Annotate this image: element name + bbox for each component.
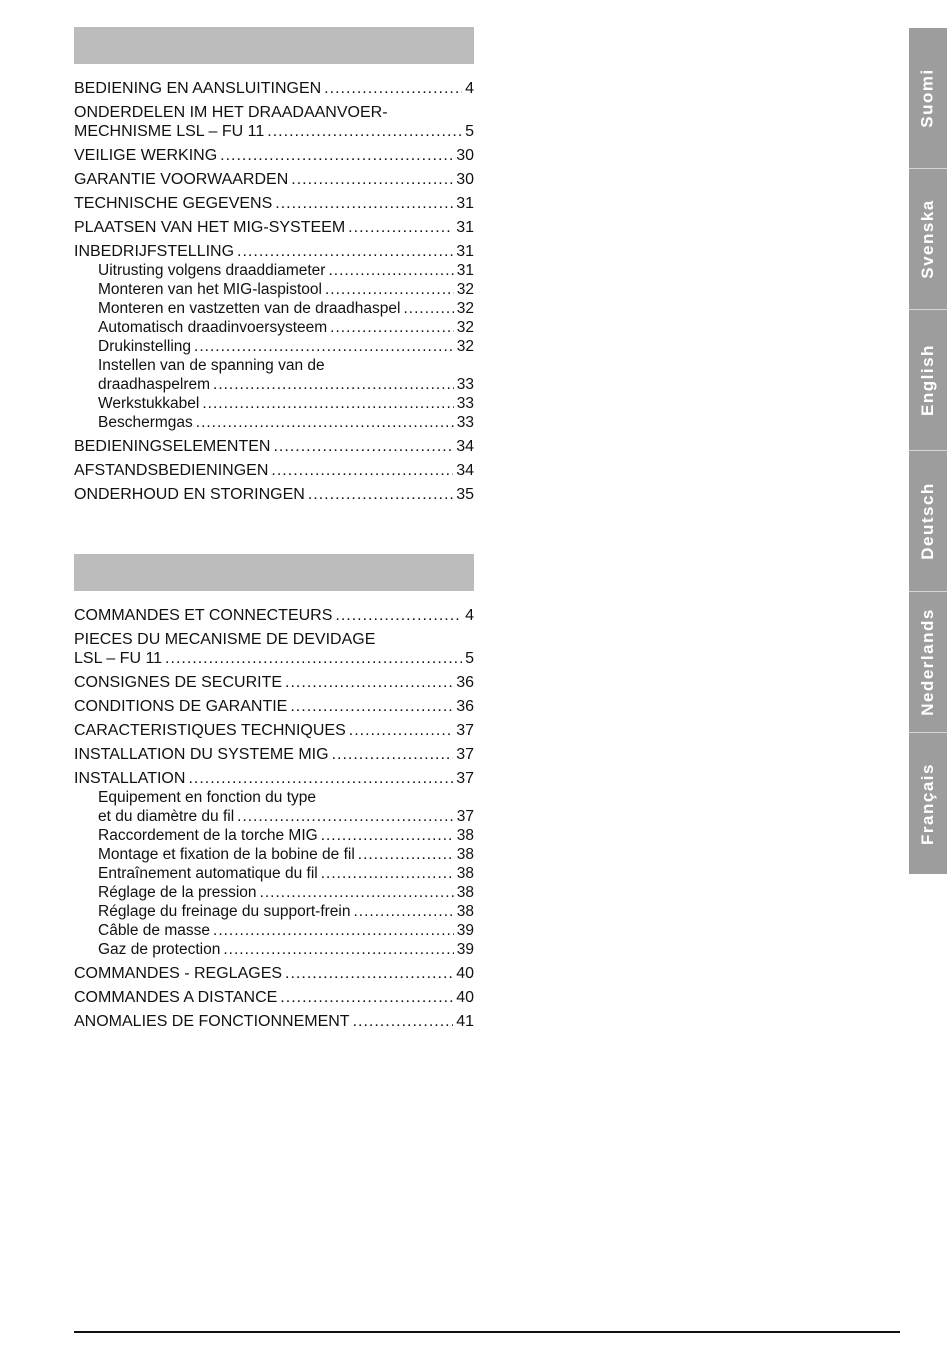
toc-page-number: 38	[456, 884, 474, 901]
language-tabs	[909, 28, 947, 874]
toc-entry[interactable]	[74, 79, 474, 98]
toc-page-number: 38	[456, 903, 474, 920]
toc-leader-dots	[324, 79, 462, 98]
toc-subentry[interactable]	[74, 394, 474, 413]
toc-line	[98, 826, 474, 845]
toc-leader-dots	[328, 261, 453, 280]
toc-entry[interactable]	[74, 461, 474, 480]
toc-page-number: 31	[456, 195, 474, 212]
toc-leader-dots	[237, 807, 454, 826]
toc-line	[74, 964, 474, 983]
toc-page-number: 32	[456, 300, 474, 317]
toc-title: BEDIENING EN AANSLUITINGEN	[74, 80, 322, 97]
toc-title: Equipement en fonction du type	[98, 789, 317, 806]
toc-leader-dots	[280, 988, 453, 1007]
toc-line	[74, 745, 474, 764]
toc-leader-dots	[213, 375, 454, 394]
toc-line	[74, 988, 474, 1007]
language-tab-deutsch[interactable]	[909, 451, 947, 592]
toc-title: INSTALLATION	[74, 770, 186, 787]
language-tab-label: Suomi	[918, 68, 938, 128]
language-tab-label: Deutsch	[918, 482, 938, 560]
toc-line	[98, 902, 474, 921]
toc-subentry[interactable]	[74, 864, 474, 883]
toc-title: ONDERHOUD EN STORINGEN	[74, 486, 305, 503]
toc-leader-dots	[321, 864, 454, 883]
toc-line	[98, 261, 474, 280]
toc-page-number: 35	[456, 486, 474, 503]
toc-title: PIECES DU MECANISME DE DEVIDAGE	[74, 631, 376, 648]
toc-line	[98, 845, 474, 864]
toc-title: CONDITIONS DE GARANTIE	[74, 698, 288, 715]
language-tab-svenska[interactable]	[909, 169, 947, 310]
toc-leader-dots	[285, 673, 453, 692]
toc-page-number: 5	[465, 650, 474, 667]
toc-page-number: 31	[456, 219, 474, 236]
toc-leader-dots	[271, 461, 453, 480]
language-tab-label: Nederlands	[918, 608, 937, 716]
toc-line	[98, 921, 474, 940]
toc-subentry[interactable]	[74, 299, 474, 318]
toc-entry[interactable]	[74, 697, 474, 716]
toc-title: Réglage de la pression	[98, 884, 257, 901]
toc-page-number: 31	[456, 262, 474, 279]
toc-page-number: 36	[456, 698, 474, 715]
toc-page-number: 33	[456, 395, 474, 412]
toc-entry[interactable]	[74, 437, 474, 456]
toc-leader-dots	[332, 745, 454, 764]
toc-page-number: 37	[456, 770, 474, 787]
toc-title: et du diamètre du fil	[98, 808, 235, 825]
toc-leader-dots	[188, 769, 453, 788]
toc-title: Automatisch draadinvoersysteem	[98, 319, 328, 336]
toc-title: COMMANDES - REGLAGES	[74, 965, 283, 982]
toc-title: Instellen van de spanning van de	[98, 357, 325, 374]
toc-entry[interactable]	[74, 194, 474, 213]
toc-line	[98, 394, 474, 413]
toc-leader-dots	[353, 1012, 454, 1031]
toc-entry[interactable]	[74, 218, 474, 237]
toc-entry[interactable]	[74, 964, 474, 983]
toc-leader-dots	[194, 337, 454, 356]
language-tab-label: Français	[918, 762, 937, 845]
toc-subentry[interactable]	[74, 788, 474, 826]
toc-subentry[interactable]	[74, 921, 474, 940]
toc-entry[interactable]	[74, 170, 474, 189]
language-tab-francais[interactable]	[909, 733, 947, 874]
toc-title: Uitrusting volgens draaddiameter	[98, 262, 326, 279]
toc-page-number: 37	[456, 808, 474, 825]
toc-line	[74, 485, 474, 504]
toc-line	[98, 864, 474, 883]
toc-leader-dots	[325, 280, 454, 299]
toc-title: MECHNISME LSL – FU 11	[74, 123, 265, 140]
toc-subentry[interactable]	[74, 413, 474, 432]
section-header-bar	[74, 27, 474, 64]
toc-leader-dots	[237, 242, 453, 261]
toc-line	[74, 697, 474, 716]
toc-page-number: 32	[456, 338, 474, 355]
toc-page-number: 33	[456, 376, 474, 393]
toc-entry[interactable]	[74, 606, 474, 625]
language-tab-label: English	[918, 344, 937, 416]
toc-entry[interactable]	[74, 721, 474, 740]
toc-line	[74, 437, 474, 456]
toc-entry[interactable]	[74, 988, 474, 1007]
language-tab-suomi[interactable]	[909, 28, 947, 169]
toc-page-number: 34	[456, 438, 474, 455]
language-tab-nederlands[interactable]	[909, 592, 947, 733]
toc-line	[74, 1012, 474, 1031]
toc-line	[98, 299, 474, 318]
toc-leader-dots	[285, 964, 453, 983]
toc-line	[98, 318, 474, 337]
toc-title: ANOMALIES DE FONCTIONNEMENT	[74, 1013, 350, 1030]
toc-line	[98, 337, 474, 356]
toc-line	[98, 413, 474, 432]
toc-title: BEDIENINGSELEMENTEN	[74, 438, 271, 455]
toc-line	[74, 673, 474, 692]
toc-subentry[interactable]	[74, 845, 474, 864]
toc-page-number: 36	[456, 674, 474, 691]
toc-title: AFSTANDSBEDIENINGEN	[74, 462, 269, 479]
toc-subentry[interactable]	[74, 883, 474, 902]
toc-section-nederlands	[74, 27, 474, 509]
toc-leader-dots	[348, 218, 453, 237]
toc-line	[74, 122, 474, 141]
toc-leader-dots	[202, 394, 453, 413]
toc-line	[98, 375, 474, 394]
toc-line	[74, 218, 474, 237]
toc-title: Werkstukkabel	[98, 395, 200, 412]
toc-line	[74, 194, 474, 213]
toc-list	[74, 79, 474, 504]
toc-subentry[interactable]	[74, 356, 474, 394]
toc-entry[interactable]	[74, 146, 474, 165]
toc-subentry[interactable]	[74, 337, 474, 356]
toc-title: COMMANDES ET CONNECTEURS	[74, 607, 333, 624]
toc-page-number: 4	[465, 80, 474, 97]
toc-subentry[interactable]	[74, 826, 474, 845]
toc-page-number: 33	[456, 414, 474, 431]
toc-title: Drukinstelling	[98, 338, 192, 355]
toc-page-number: 41	[456, 1013, 474, 1030]
toc-title: INBEDRIJFSTELLING	[74, 243, 235, 260]
toc-line	[74, 146, 474, 165]
toc-entry[interactable]	[74, 630, 474, 668]
toc-leader-dots	[403, 299, 453, 318]
toc-line	[74, 649, 474, 668]
toc-entry[interactable]	[74, 673, 474, 692]
toc-line	[74, 461, 474, 480]
toc-page-number: 31	[456, 243, 474, 260]
toc-title: Réglage du freinage du support-frein	[98, 903, 351, 920]
toc-title: Monteren van het MIG-laspistool	[98, 281, 322, 298]
toc-entry[interactable]	[74, 745, 474, 764]
toc-title: TECHNISCHE GEGEVENS	[74, 195, 273, 212]
toc-subentry[interactable]	[74, 280, 474, 299]
toc-leader-dots	[291, 170, 453, 189]
toc-leader-dots	[335, 606, 462, 625]
toc-leader-dots	[223, 940, 453, 959]
toc-title: CONSIGNES DE SECURITE	[74, 674, 283, 691]
toc-line	[74, 170, 474, 189]
toc-subentry[interactable]	[74, 318, 474, 337]
language-tab-english[interactable]	[909, 310, 947, 451]
toc-line	[98, 807, 474, 826]
toc-line	[98, 280, 474, 299]
toc-title: Câble de masse	[98, 922, 211, 939]
toc-list	[74, 606, 474, 1031]
toc-page-number: 39	[456, 941, 474, 958]
toc-title: PLAATSEN VAN HET MIG-SYSTEEM	[74, 219, 346, 236]
toc-line	[98, 883, 474, 902]
toc-leader-dots	[321, 826, 454, 845]
toc-leader-dots	[220, 146, 453, 165]
toc-title: Monteren en vastzetten van de draadhaspel	[98, 300, 401, 317]
toc-section-francais	[74, 554, 474, 1036]
toc-leader-dots	[353, 902, 453, 921]
toc-entry[interactable]	[74, 485, 474, 504]
toc-line	[74, 79, 474, 98]
toc-leader-dots	[308, 485, 453, 504]
toc-line	[74, 242, 474, 261]
toc-title: Raccordement de la torche MIG	[98, 827, 318, 844]
toc-page-number: 39	[456, 922, 474, 939]
toc-title: Gaz de protection	[98, 941, 221, 958]
toc-page-number: 38	[456, 827, 474, 844]
toc-leader-dots	[358, 845, 454, 864]
toc-title: CARACTERISTIQUES TECHNIQUES	[74, 722, 346, 739]
toc-leader-dots	[330, 318, 454, 337]
toc-title: ONDERDELEN IM HET DRAADAANVOER-	[74, 104, 388, 121]
toc-page-number: 5	[465, 123, 474, 140]
toc-page-number: 38	[456, 865, 474, 882]
toc-subentry[interactable]	[74, 940, 474, 959]
toc-title: LSL – FU 11	[74, 650, 163, 667]
toc-title: Montage et fixation de la bobine de fil	[98, 846, 355, 863]
footer-rule	[74, 1331, 900, 1333]
toc-leader-dots	[213, 921, 454, 940]
toc-page-number: 40	[456, 989, 474, 1006]
toc-line	[74, 769, 474, 788]
toc-subentry[interactable]	[74, 902, 474, 921]
language-tab-label: Svenska	[918, 199, 937, 279]
section-header-bar	[74, 554, 474, 591]
toc-page-number: 30	[456, 147, 474, 164]
toc-page-number: 40	[456, 965, 474, 982]
toc-leader-dots	[260, 883, 454, 902]
toc-leader-dots	[267, 122, 462, 141]
toc-line	[74, 606, 474, 625]
toc-entry[interactable]	[74, 1012, 474, 1031]
toc-page-number: 34	[456, 462, 474, 479]
toc-page-number: 38	[456, 846, 474, 863]
toc-page-number: 32	[456, 281, 474, 298]
toc-leader-dots	[196, 413, 454, 432]
toc-line	[98, 940, 474, 959]
toc-title: draadhaspelrem	[98, 376, 211, 393]
toc-entry[interactable]	[74, 103, 474, 141]
toc-leader-dots	[349, 721, 453, 740]
toc-leader-dots	[290, 697, 453, 716]
toc-title: VEILIGE WERKING	[74, 147, 218, 164]
toc-page-number: 37	[456, 722, 474, 739]
toc-title: Beschermgas	[98, 414, 193, 431]
toc-page-number: 4	[465, 607, 474, 624]
toc-line	[74, 721, 474, 740]
toc-leader-dots	[165, 649, 462, 668]
toc-leader-dots	[275, 194, 453, 213]
toc-page-number: 30	[456, 171, 474, 188]
toc-entry[interactable]	[74, 769, 474, 788]
toc-title: COMMANDES A DISTANCE	[74, 989, 278, 1006]
toc-title: Entraînement automatique du fil	[98, 865, 318, 882]
toc-page-number: 37	[456, 746, 474, 763]
toc-title: GARANTIE VOORWAARDEN	[74, 171, 289, 188]
toc-subentry[interactable]	[74, 261, 474, 280]
toc-entry[interactable]	[74, 242, 474, 261]
toc-leader-dots	[273, 437, 453, 456]
toc-page-number: 32	[456, 319, 474, 336]
toc-title: INSTALLATION DU SYSTEME MIG	[74, 746, 329, 763]
